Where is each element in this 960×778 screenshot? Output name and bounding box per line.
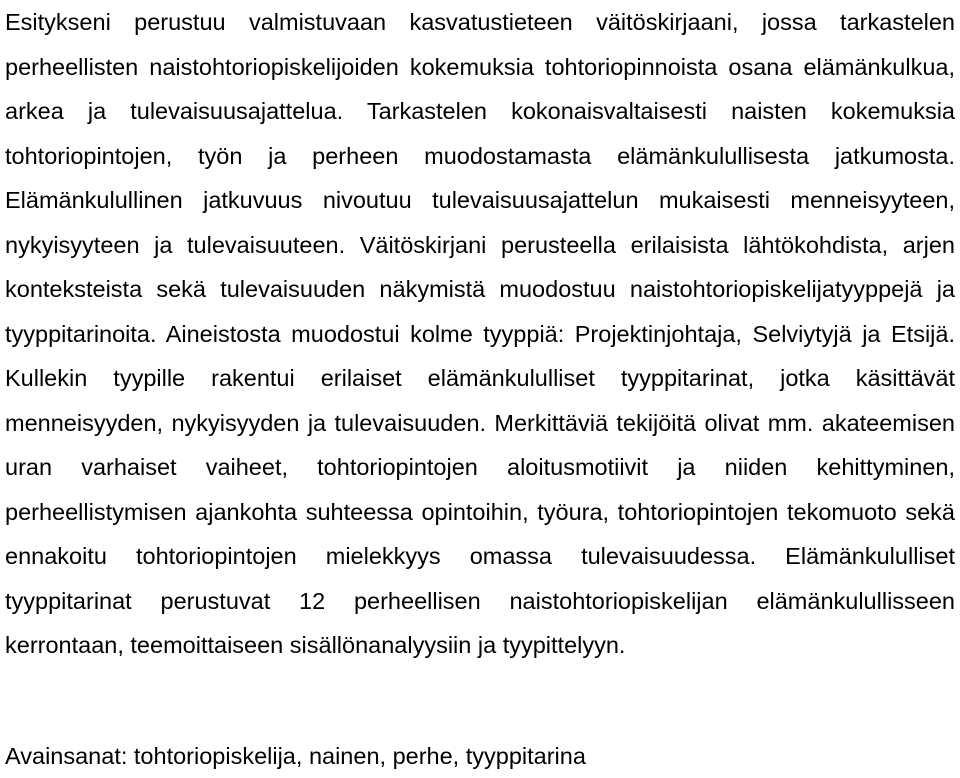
abstract-paragraph: Esitykseni perustuu valmistuvaan kasvatustieteen väitöskirjaani, jossa tarkastelen perheellisten naistohtoriopiskelijoiden kokemuksia tohtoriopinnoista osana elämänkulkua, arkea ja tulevaisuusajattelua. Tarkastelen kokonaisvaltaisesti naisten kokemuksia tohtoriopintojen, työn ja perheen muodostamasta elämänkulullisesta jatkumosta. Elämänkulullinen jatkuvuus nivoutuu tulevaisuusajattelun mukaisesti menneisyyteen, nykyisyyteen ja tulevaisuuteen. Väitöskirjani perusteella erilaisista lähtökohdista, arjen konteksteista sekä tulevaisuuden näkymistä muodostuu naistohtoriopiskelijatyyppejä ja tyyppitarinoita. Aineistosta muodostui kolme tyyppiä: Projektinjohtaja, Selviytyjä ja Etsijä. Kullekin tyypille rakentui erilaiset elämänkululliset tyyppitarinat, jotka käsittävät menneisyyden, nykyisyyden ja tulevaisuuden. Merkittäviä tekijöitä olivat mm. akateemisen uran varhaiset vaiheet, tohtoriopintojen aloitusmotiivit ja niiden kehittyminen, perheellistymisen ajankohta suhteessa opintoihin, työura, tohtoriopintojen tekomuoto sekä ennakoitu tohtoriopintojen mielekkyys omassa tulevaisuudessa. Elämänkululliset tyyppitarinat perustuvat 12 perheellisen naistohtoriopiskelijan elämänkulullisseen kerrontaan, teemoittaiseen sisällönanalyysiin ja tyypittelyyn. — [5, 9, 955, 658]
keywords-line: Avainsanat: tohtoriopiskelija, nainen, perhe, tyyppitarina — [5, 743, 586, 769]
document-page — [5, 0, 955, 769]
